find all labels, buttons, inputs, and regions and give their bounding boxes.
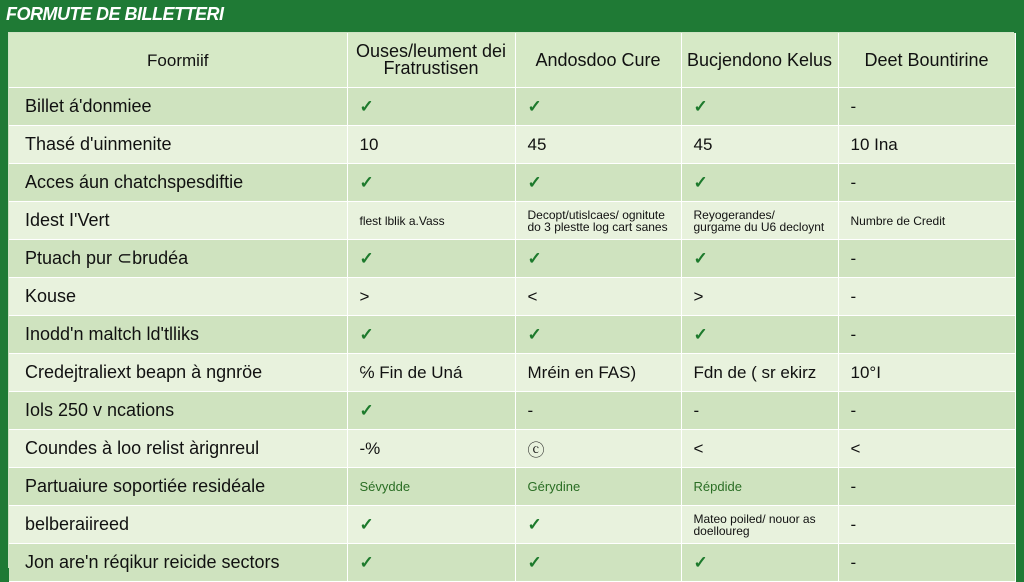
value-cell: 45 <box>681 126 838 164</box>
comparison-table-container <box>8 32 1014 572</box>
value-cell: ⓒ <box>515 430 681 468</box>
comparison-table <box>9 33 1016 582</box>
value-cell: > <box>347 278 515 316</box>
value-cell: Fdn de ( sr ekirz <box>681 354 838 392</box>
check-icon: ✓ <box>681 544 838 582</box>
check-icon: ✓ <box>515 544 681 582</box>
check-icon: ✓ <box>515 88 681 126</box>
table-row <box>9 468 1015 506</box>
value-cell: Mateo poiled/ nouor as doelloureg <box>681 506 838 544</box>
value-cell: - <box>838 506 1015 544</box>
value-cell: Mréin en FAS) <box>515 354 681 392</box>
value-cell: < <box>838 430 1015 468</box>
value-cell: < <box>515 278 681 316</box>
table-row <box>9 126 1015 164</box>
feature-cell: Jon are'n réqikur reicide sectors <box>9 544 347 582</box>
check-icon: ✓ <box>515 240 681 278</box>
table-row <box>9 506 1015 544</box>
header-plan-3: Bucjendono Kelus <box>681 33 838 88</box>
feature-cell: Kouse <box>9 278 347 316</box>
table-body <box>9 88 1015 582</box>
table-row <box>9 88 1015 126</box>
check-icon: ✓ <box>681 240 838 278</box>
table-row <box>9 240 1015 278</box>
check-icon: ✓ <box>515 316 681 354</box>
check-icon: ✓ <box>347 88 515 126</box>
feature-cell: Coundes à loo relist àrignreul <box>9 430 347 468</box>
value-cell: -% <box>347 430 515 468</box>
check-icon: ✓ <box>515 164 681 202</box>
feature-cell: Inodd'n maltch ld'tlliks <box>9 316 347 354</box>
value-cell: < <box>681 430 838 468</box>
feature-cell: Billet á'donmiee <box>9 88 347 126</box>
feature-cell: Iols 250 v ncations <box>9 392 347 430</box>
value-cell: - <box>838 88 1015 126</box>
table-row <box>9 392 1015 430</box>
value-cell: > <box>681 278 838 316</box>
feature-cell: Partuaiure soportiée residéale <box>9 468 347 506</box>
value-cell: Numbre de Credit <box>838 202 1015 240</box>
table-row <box>9 430 1015 468</box>
feature-cell: Credejtraliext beapn à ngnröe <box>9 354 347 392</box>
table-row <box>9 354 1015 392</box>
value-cell: - <box>681 392 838 430</box>
value-cell: 10 Ina <box>838 126 1015 164</box>
value-cell: - <box>838 392 1015 430</box>
value-cell: Decopt/utislcaes/ ognitute do 3 plestte log cart sanes <box>515 202 681 240</box>
value-cell: Sévydde <box>347 468 515 506</box>
feature-cell: Thasé d'uinmenite <box>9 126 347 164</box>
value-cell: - <box>515 392 681 430</box>
check-icon: ✓ <box>347 164 515 202</box>
check-icon: ✓ <box>347 316 515 354</box>
value-cell: - <box>838 164 1015 202</box>
feature-cell: Acces áun chatchspesdiftie <box>9 164 347 202</box>
header-plan-1: Ouses/leument dei Fratrustisen <box>347 33 515 88</box>
table-row <box>9 164 1015 202</box>
header-plan-4: Deet Bountirine <box>838 33 1015 88</box>
table-row <box>9 316 1015 354</box>
header-plan-2: Andosdoo Cure <box>515 33 681 88</box>
value-cell: 45 <box>515 126 681 164</box>
check-icon: ✓ <box>347 544 515 582</box>
value-cell: flest lblik a.Vass <box>347 202 515 240</box>
check-icon: ✓ <box>681 88 838 126</box>
value-cell: - <box>838 278 1015 316</box>
value-cell: - <box>838 316 1015 354</box>
header-row <box>9 33 1015 88</box>
check-icon: ✓ <box>347 392 515 430</box>
header-feature: Foormiif <box>9 33 347 88</box>
value-cell: - <box>838 544 1015 582</box>
value-cell: - <box>838 240 1015 278</box>
feature-cell: belberaiireed <box>9 506 347 544</box>
table-row <box>9 202 1015 240</box>
check-icon: ✓ <box>681 316 838 354</box>
value-cell: - <box>838 468 1015 506</box>
value-cell: Répdide <box>681 468 838 506</box>
value-cell: 10 <box>347 126 515 164</box>
check-icon: ✓ <box>347 240 515 278</box>
feature-cell: Ptuach pur ⊂brudéa <box>9 240 347 278</box>
table-row <box>9 278 1015 316</box>
value-cell: ℅ Fin de Uná <box>347 354 515 392</box>
check-icon: ✓ <box>681 164 838 202</box>
value-cell: Reyogerandes/ gurgame du U6 decloynt <box>681 202 838 240</box>
value-cell: 10°I <box>838 354 1015 392</box>
page-title: FORMUTE DE BILLETTERI <box>6 4 224 24</box>
value-cell: Gérydine <box>515 468 681 506</box>
check-icon: ✓ <box>347 506 515 544</box>
feature-cell: Idest I'Vert <box>9 202 347 240</box>
check-icon: ✓ <box>515 506 681 544</box>
